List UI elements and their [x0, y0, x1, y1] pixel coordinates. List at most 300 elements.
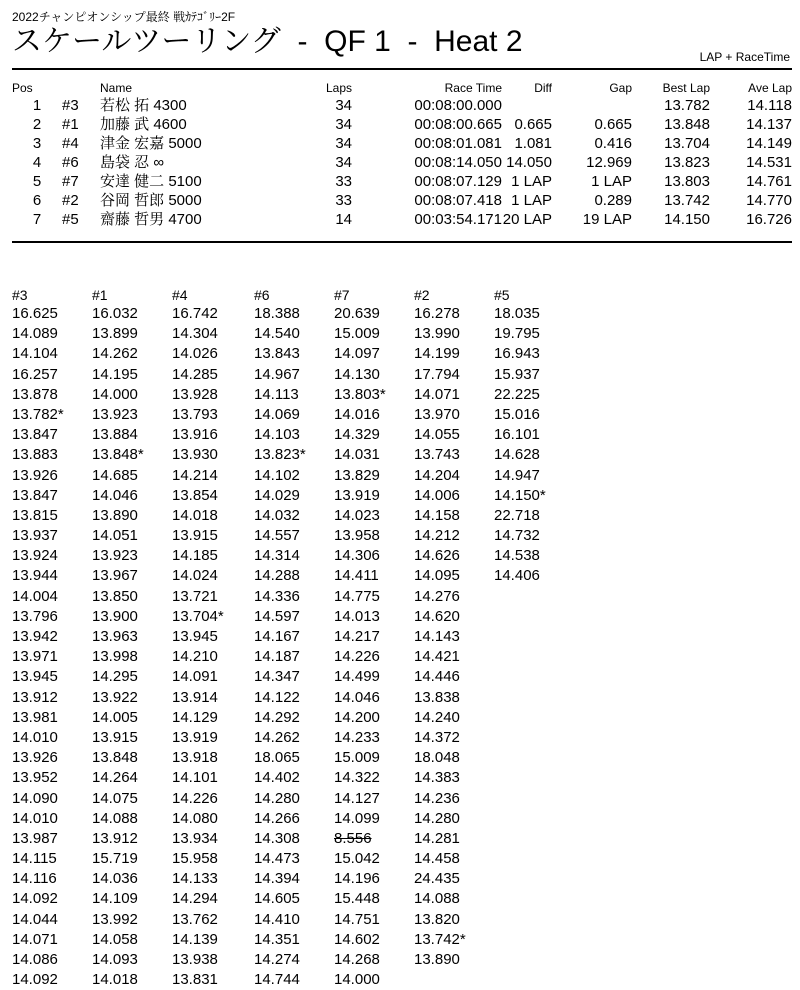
- lap-time: 14.018: [172, 506, 218, 524]
- lap-time: 14.732: [494, 527, 540, 545]
- col-race-time-header: Race Time: [444, 81, 502, 95]
- laps-cell: 34: [335, 154, 352, 171]
- lap-time: 14.292: [254, 708, 300, 726]
- diff-cell: 14.050: [506, 154, 552, 171]
- pos-cell: 2: [32, 116, 42, 133]
- lap-column-car-header: #2: [414, 287, 430, 303]
- lap-column: [12, 286, 92, 990]
- lap-column-car-header: #4: [172, 287, 188, 303]
- car-number-cell: #2: [62, 192, 79, 209]
- lap-list: [254, 304, 334, 990]
- lap-time: 14.010: [12, 809, 58, 827]
- lap-time: 14.226: [334, 648, 380, 666]
- lap-time: 13.918: [172, 749, 218, 767]
- lap-time: 14.133: [172, 870, 218, 888]
- lap-time: 14.143: [414, 628, 460, 645]
- lap-time: 14.402: [254, 769, 300, 787]
- ave-lap-cell: 14.149: [746, 135, 792, 152]
- lap-list: [334, 304, 414, 990]
- lap-time: 14.262: [92, 345, 138, 363]
- lap-time: 13.998: [92, 648, 138, 666]
- lap-time: 14.097: [334, 345, 380, 363]
- lap-time: 14.295: [92, 668, 138, 686]
- lap-time: 14.051: [92, 527, 138, 545]
- lap-time: 16.625: [12, 305, 58, 322]
- pos-cell: 1: [32, 97, 42, 114]
- driver-name-cell: 島袋 忍 ∞: [100, 154, 165, 171]
- gap-cell: 0.416: [594, 135, 632, 152]
- col-ave-lap-header: Ave Lap: [748, 81, 792, 95]
- ave-lap-cell: 14.137: [746, 116, 792, 133]
- lap-time: 14.308: [254, 829, 300, 847]
- lap-time: 14.075: [92, 789, 138, 807]
- lap-time: 14.280: [414, 809, 460, 827]
- lap-time: 16.257: [12, 365, 58, 383]
- lap-column: [254, 286, 334, 990]
- lap-time: 13.928: [172, 385, 218, 403]
- lap-time: 13.843: [254, 345, 300, 363]
- lap-time: 14.089: [12, 325, 58, 343]
- lap-time: 13.820: [414, 910, 460, 928]
- lap-time: 14.090: [12, 789, 58, 807]
- lap-column-car-header: #3: [12, 287, 28, 303]
- lap-column: [494, 286, 574, 587]
- lap-time: 14.092: [12, 890, 58, 908]
- lap-time: 14.088: [414, 890, 460, 908]
- lap-time: 13.899: [92, 325, 138, 343]
- lap-time: 14.212: [414, 527, 460, 545]
- lap-time: 13.971: [12, 648, 58, 666]
- lap-time: 14.101: [172, 769, 218, 787]
- lap-list: [12, 304, 92, 990]
- lap-time: 13.847: [12, 426, 58, 444]
- best-lap-cell: 13.803: [664, 173, 710, 190]
- lap-time: 15.009: [334, 325, 380, 343]
- lap-time: 13.912: [92, 829, 138, 847]
- laps-cell: 34: [335, 97, 352, 114]
- lap-time: 14.685: [92, 466, 138, 484]
- lap-time: 13.742*: [414, 930, 466, 948]
- best-lap-cell: 13.704: [664, 135, 710, 152]
- lap-time: 14.018: [92, 971, 138, 989]
- lap-time: 13.848: [92, 749, 138, 767]
- lap-time: 13.912: [12, 688, 58, 706]
- lap-time: 13.914: [172, 688, 218, 706]
- lap-time: 13.923: [92, 405, 138, 423]
- driver-name-cell: 津金 宏嘉 5000: [100, 135, 202, 152]
- col-name-header: Name: [100, 81, 133, 95]
- lap-time: 14.122: [254, 688, 300, 706]
- best-lap-cell: 13.782: [664, 97, 710, 114]
- lap-time: 15.009: [334, 749, 380, 767]
- laps-cell: 33: [335, 192, 352, 209]
- car-number-cell: #7: [62, 173, 79, 190]
- lap-time: 14.210: [172, 648, 218, 666]
- lap-time: 14.233: [334, 728, 380, 746]
- lap-time: 14.006: [414, 486, 460, 504]
- lap-time: 14.032: [254, 506, 300, 524]
- lap-list: [494, 304, 574, 587]
- lap-time: 13.981: [12, 708, 58, 726]
- lap-time: 14.347: [254, 668, 300, 686]
- lap-time: 14.372: [414, 728, 460, 746]
- lap-time: 14.103: [254, 426, 300, 444]
- lap-time: 13.970: [414, 405, 460, 423]
- lap-time: 13.782*: [12, 405, 64, 423]
- lap-time: 14.104: [12, 345, 58, 363]
- lap-column-car-header: #6: [254, 287, 270, 303]
- lap-time: 13.916: [172, 426, 218, 444]
- lap-time: 15.042: [334, 850, 380, 868]
- lap-time: 14.004: [12, 587, 58, 605]
- laps-cell: 34: [335, 116, 352, 133]
- lap-time: 14.092: [12, 971, 58, 989]
- lap-time: 14.967: [254, 365, 300, 383]
- lap-time: 14.274: [254, 951, 300, 968]
- race-time-cell: 00:03:54.171: [414, 211, 502, 228]
- race-time-cell: 00:08:01.081: [414, 135, 502, 152]
- lap-time: 14.473: [254, 850, 300, 868]
- lap-time: 13.884: [92, 426, 138, 444]
- lap-time: 14.115: [12, 850, 57, 868]
- lap-list: [172, 304, 252, 990]
- ave-lap-cell: 14.118: [747, 97, 792, 114]
- lap-time: 14.127: [334, 789, 380, 807]
- lap-time: 13.883: [12, 446, 58, 464]
- lap-time: 14.557: [254, 527, 300, 545]
- lap-time: 13.796: [12, 607, 58, 625]
- results-divider: [12, 241, 792, 243]
- lap-time: 14.276: [414, 587, 460, 605]
- lap-time: 14.214: [172, 466, 218, 484]
- lap-time: 14.411: [334, 567, 379, 585]
- lap-time: 14.499: [334, 668, 380, 686]
- lap-time: 16.101: [494, 426, 540, 444]
- lap-column-car-header: #5: [494, 287, 510, 303]
- lap-time: 13.922: [92, 688, 138, 706]
- driver-name-cell: 加藤 武 4600: [100, 116, 187, 133]
- lap-time: 14.005: [92, 708, 138, 726]
- lap-time: 13.919: [172, 728, 218, 746]
- lap-time: 13.915: [172, 527, 218, 545]
- pos-cell: 6: [32, 192, 42, 209]
- lap-time: 13.930: [172, 446, 218, 464]
- lap-time: 13.847: [12, 486, 58, 504]
- lap-time: 13.823*: [254, 446, 306, 464]
- lap-time: 14.016: [334, 405, 380, 423]
- lap-time: 14.744: [254, 971, 300, 989]
- car-number-cell: #3: [62, 97, 79, 114]
- lap-time: 14.288: [254, 567, 300, 585]
- lap-time: 13.926: [12, 466, 58, 484]
- lap-time: 14.196: [334, 870, 380, 888]
- car-number-cell: #4: [62, 135, 79, 152]
- lap-time: 14.195: [92, 365, 138, 383]
- col-pos-header: Pos: [12, 81, 33, 95]
- lap-time: 14.200: [334, 708, 380, 726]
- results-header-row: [12, 80, 792, 96]
- lap-time: 14.280: [254, 789, 300, 807]
- lap-time: 13.944: [12, 567, 58, 585]
- lap-time: 14.095: [414, 567, 460, 585]
- lap-time: 15.448: [334, 890, 380, 908]
- lap-time: 13.793: [172, 405, 218, 423]
- best-lap-cell: 13.742: [664, 192, 710, 209]
- pos-cell: 3: [32, 135, 42, 152]
- lap-time: 14.000: [92, 385, 138, 403]
- lap-time: 14.093: [92, 951, 138, 968]
- driver-name-cell: 谷岡 哲郎 5000: [100, 192, 202, 209]
- lap-time: 14.626: [414, 547, 460, 565]
- lap-list: [414, 304, 494, 970]
- lap-time: 18.388: [254, 305, 300, 322]
- lap-time: 14.129: [172, 708, 218, 726]
- lap-time: 14.351: [254, 930, 300, 948]
- lap-time: 14.605: [254, 890, 300, 908]
- lap-time: 13.803*: [334, 385, 386, 403]
- lap-column: [172, 286, 252, 990]
- lap-time: 13.850: [92, 587, 138, 605]
- lap-time: 13.743: [414, 446, 460, 464]
- lap-time: 13.924: [12, 547, 58, 565]
- best-lap-cell: 13.823: [664, 154, 710, 171]
- lap-time: 14.458: [414, 850, 460, 868]
- lap-time: 13.926: [12, 749, 58, 767]
- lap-time: 13.942: [12, 628, 58, 645]
- lap-time: 14.088: [92, 809, 138, 827]
- lap-column-car-header: #1: [92, 287, 108, 303]
- lap-time: 13.923: [92, 547, 138, 565]
- lap-time: 14.071: [414, 385, 460, 403]
- lap-time: 13.848*: [92, 446, 144, 464]
- lap-time: 14.031: [334, 446, 380, 464]
- lap-time: 14.023: [334, 506, 380, 524]
- report-type-label: LAP + RaceTime: [699, 50, 790, 64]
- lap-time: 13.952: [12, 769, 58, 787]
- lap-time: 14.602: [334, 930, 380, 948]
- lap-time: 13.987: [12, 829, 58, 847]
- car-number-cell: #6: [62, 154, 79, 171]
- lap-time: 14.000: [334, 971, 380, 989]
- header-divider: [12, 68, 792, 70]
- col-laps-header: Laps: [325, 81, 352, 95]
- lap-time: 13.890: [92, 506, 138, 524]
- lap-time: 14.086: [12, 951, 58, 968]
- race-time-cell: 00:08:00.665: [414, 116, 502, 133]
- gap-cell: 0.289: [594, 192, 632, 209]
- lap-time: 14.046: [92, 486, 138, 504]
- gap-cell: 19 LAP: [582, 211, 632, 228]
- lap-time: 14.410: [254, 910, 300, 928]
- race-time-cell: 00:08:07.418: [414, 192, 502, 209]
- lap-time: 14.240: [414, 708, 460, 726]
- lap-time: 13.915: [92, 728, 138, 746]
- lap-column: [414, 286, 494, 970]
- lap-time: 13.900: [92, 607, 138, 625]
- lap-time: 14.069: [254, 405, 300, 423]
- lap-time: 14.109: [92, 890, 138, 908]
- lap-time: 13.990: [414, 325, 460, 343]
- lap-time: 8.556: [334, 829, 372, 847]
- lap-list: [92, 304, 172, 990]
- race-time-cell: 00:08:00.000: [414, 97, 502, 114]
- lap-time: 14.336: [254, 587, 300, 605]
- lap-time: 13.934: [172, 829, 218, 847]
- lap-time: 14.285: [172, 365, 218, 383]
- lap-time: 14.266: [254, 809, 300, 827]
- lap-time: 15.958: [172, 850, 218, 868]
- lap-time: 14.113: [254, 385, 299, 403]
- lap-time: 15.937: [494, 365, 540, 383]
- lap-column-car-header: #7: [334, 287, 350, 303]
- car-number-cell: #1: [62, 116, 79, 133]
- lap-time: 13.963: [92, 628, 138, 645]
- lap-time: 14.264: [92, 769, 138, 787]
- ave-lap-cell: 14.761: [746, 173, 792, 190]
- lap-time: 19.795: [494, 325, 540, 343]
- lap-time: 14.204: [414, 466, 460, 484]
- lap-time: 15.719: [92, 850, 138, 868]
- lap-time: 16.032: [92, 305, 138, 322]
- lap-time: 18.035: [494, 305, 540, 322]
- lap-time: 13.919: [334, 486, 380, 504]
- lap-time: 14.187: [254, 648, 300, 666]
- page-title: スケールツーリング - QF 1 - Heat 2: [12, 25, 523, 58]
- pos-cell: 5: [32, 173, 42, 190]
- event-label: 2022チャンピオンシップ最終 戦ｶﾃｺﾞﾘｰ2F: [12, 10, 236, 24]
- lap-time: 14.446: [414, 668, 460, 686]
- best-lap-cell: 14.150: [664, 211, 710, 228]
- lap-column: [92, 286, 172, 990]
- lap-time: 20.639: [334, 305, 380, 322]
- lap-time: 14.055: [414, 426, 460, 444]
- lap-time: 14.013: [334, 607, 380, 625]
- laps-cell: 14: [335, 211, 352, 228]
- lap-time: 14.167: [254, 628, 300, 645]
- driver-name-cell: 齋藤 哲男 4700: [100, 211, 202, 228]
- lap-time: 18.065: [254, 749, 300, 767]
- diff-cell: 1 LAP: [511, 192, 552, 209]
- ave-lap-cell: 14.531: [746, 154, 792, 171]
- lap-time: 13.854: [172, 486, 218, 504]
- lap-time: 13.945: [12, 668, 58, 686]
- lap-time: 14.158: [414, 506, 460, 524]
- lap-time: 14.383: [414, 769, 460, 787]
- lap-time: 14.217: [334, 628, 380, 645]
- lap-time: 18.048: [414, 749, 460, 767]
- lap-time: 13.704*: [172, 607, 224, 625]
- lap-time: 16.742: [172, 305, 218, 322]
- race-time-cell: 00:08:07.129: [414, 173, 502, 190]
- pos-cell: 4: [32, 154, 42, 171]
- lap-time: 13.958: [334, 527, 380, 545]
- lap-time: 14.139: [172, 930, 218, 948]
- col-diff-header: Diff: [534, 81, 552, 95]
- lap-time: 14.029: [254, 486, 300, 504]
- car-number-cell: #5: [62, 211, 79, 228]
- lap-time: 14.185: [172, 547, 218, 565]
- pos-cell: 7: [32, 211, 42, 228]
- result-row: [12, 172, 792, 191]
- lap-column: [334, 286, 414, 990]
- lap-time: 16.943: [494, 345, 540, 363]
- result-row: [12, 210, 792, 229]
- lap-time: 13.938: [172, 951, 218, 968]
- lap-time: 14.046: [334, 688, 380, 706]
- ave-lap-cell: 14.770: [746, 192, 792, 209]
- lap-time: 14.620: [414, 607, 460, 625]
- lap-time: 14.026: [172, 345, 218, 363]
- diff-cell: 0.665: [514, 116, 552, 133]
- lap-time: 14.102: [254, 466, 300, 484]
- lap-time: 14.538: [494, 547, 540, 565]
- diff-cell: 20 LAP: [502, 211, 552, 228]
- lap-time: 14.071: [12, 930, 58, 948]
- lap-time: 14.199: [414, 345, 460, 363]
- lap-time: 14.226: [172, 789, 218, 807]
- diff-cell: 1 LAP: [511, 173, 552, 190]
- lap-time: 14.540: [254, 325, 300, 343]
- lap-time: 13.815: [12, 506, 58, 524]
- diff-cell: 1.081: [514, 135, 552, 152]
- lap-time: 13.967: [92, 567, 138, 585]
- lap-time: 14.329: [334, 426, 380, 444]
- lap-time: 14.268: [334, 951, 380, 968]
- lap-time: 14.628: [494, 446, 540, 464]
- race-time-cell: 00:08:14.050: [414, 154, 502, 171]
- col-gap-header: Gap: [609, 81, 632, 95]
- lap-time: 14.010: [12, 728, 58, 746]
- lap-time: 14.421: [414, 648, 460, 666]
- lap-time: 17.794: [414, 365, 460, 383]
- lap-time: 14.597: [254, 607, 300, 625]
- lap-time: 14.036: [92, 870, 138, 888]
- lap-time: 13.721: [172, 587, 218, 605]
- lap-time: 14.314: [254, 547, 300, 565]
- lap-time: 14.947: [494, 466, 540, 484]
- lap-time: 22.225: [494, 385, 540, 403]
- lap-time: 14.058: [92, 930, 138, 948]
- lap-time: 13.762: [172, 910, 218, 928]
- lap-time: 14.099: [334, 809, 380, 827]
- lap-time: 14.775: [334, 587, 380, 605]
- laps-cell: 34: [335, 135, 352, 152]
- lap-time: 14.306: [334, 547, 380, 565]
- lap-time: 14.080: [172, 809, 218, 827]
- lap-time: 22.718: [494, 506, 540, 524]
- lap-time: 14.406: [494, 567, 540, 585]
- lap-time: 13.937: [12, 527, 58, 545]
- lap-time: 14.751: [334, 910, 380, 928]
- result-row: [12, 134, 792, 153]
- lap-time: 14.262: [254, 728, 300, 746]
- lap-time: 14.304: [172, 325, 218, 343]
- lap-time: 14.091: [172, 668, 218, 686]
- lap-time: 14.044: [12, 910, 58, 928]
- driver-name-cell: 安達 健二 5100: [100, 173, 202, 190]
- lap-time: 13.890: [414, 951, 460, 968]
- result-row: [12, 96, 792, 115]
- gap-cell: 12.969: [586, 154, 632, 171]
- lap-time: 13.831: [172, 971, 218, 989]
- lap-time: 13.878: [12, 385, 58, 403]
- gap-cell: 1 LAP: [591, 173, 632, 190]
- gap-cell: 0.665: [594, 116, 632, 133]
- lap-time: 13.945: [172, 628, 218, 645]
- laps-cell: 33: [335, 173, 352, 190]
- lap-time: 14.236: [414, 789, 460, 807]
- lap-time: 14.294: [172, 890, 218, 908]
